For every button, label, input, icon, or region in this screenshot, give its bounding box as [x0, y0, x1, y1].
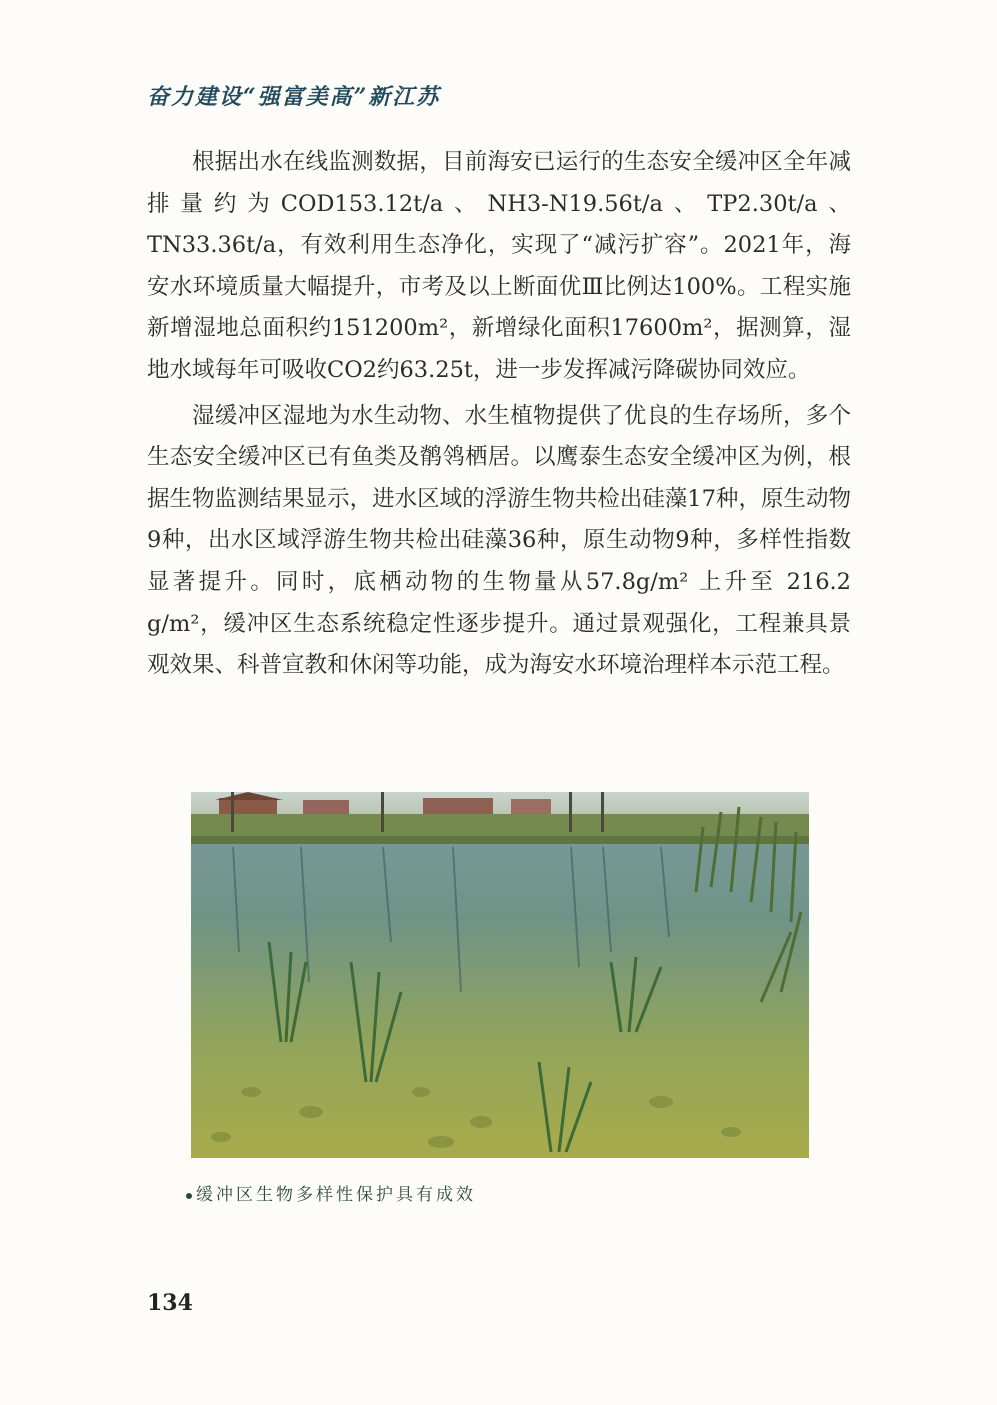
page-number: 134: [147, 1290, 193, 1316]
figure-caption-text: 缓冲区生物多样性保护具有成效: [196, 1185, 476, 1205]
running-header: 奋力建设“强富美高”新江苏: [147, 84, 441, 110]
figure-caption: [186, 1180, 476, 1205]
paragraph-1: 根据出水在线监测数据，目前海安已运行的生态安全缓冲区全年减排量约为COD153.12t/a、NH3-N19.56t/a、TP2.30t/a、TN33.36t/a，有效利用生态净化，实现了“减污扩容”。2021年，海安水环境质量大幅提升，市考及以上断面优Ⅲ比例达100%。工程实施新增湿地总面积约151200m²，新增绿化面积17600m²，据测算，湿地水域每年可吸收CO2约63.25t，进一步发挥减污降碳协同效应。: [147, 149, 851, 383]
paragraph-2: 湿缓冲区湿地为水生动物、水生植物提供了优良的生存场所，多个生态安全缓冲区已有鱼类及鹡鸰栖居。以鹰泰生态安全缓冲区为例，根据生物监测结果显示，进水区域的浮游生物共检出硅藻17种，原生动物9种，出水区域浮游生物共检出硅藻36种，原生动物9种，多样性指数显著提升。同时，底栖动物的生物量从57.8g/m² 上升至 216.2 g/m²，缓冲区生态系统稳定性逐步提升。通过景观强化，工程兼具景观效果、科普宣教和休闲等功能，成为海安水环境治理样本示范工程。: [147, 402, 851, 679]
wetland-photo: [191, 792, 809, 1158]
bullet-icon: [186, 1193, 192, 1199]
body-text: [147, 142, 851, 687]
